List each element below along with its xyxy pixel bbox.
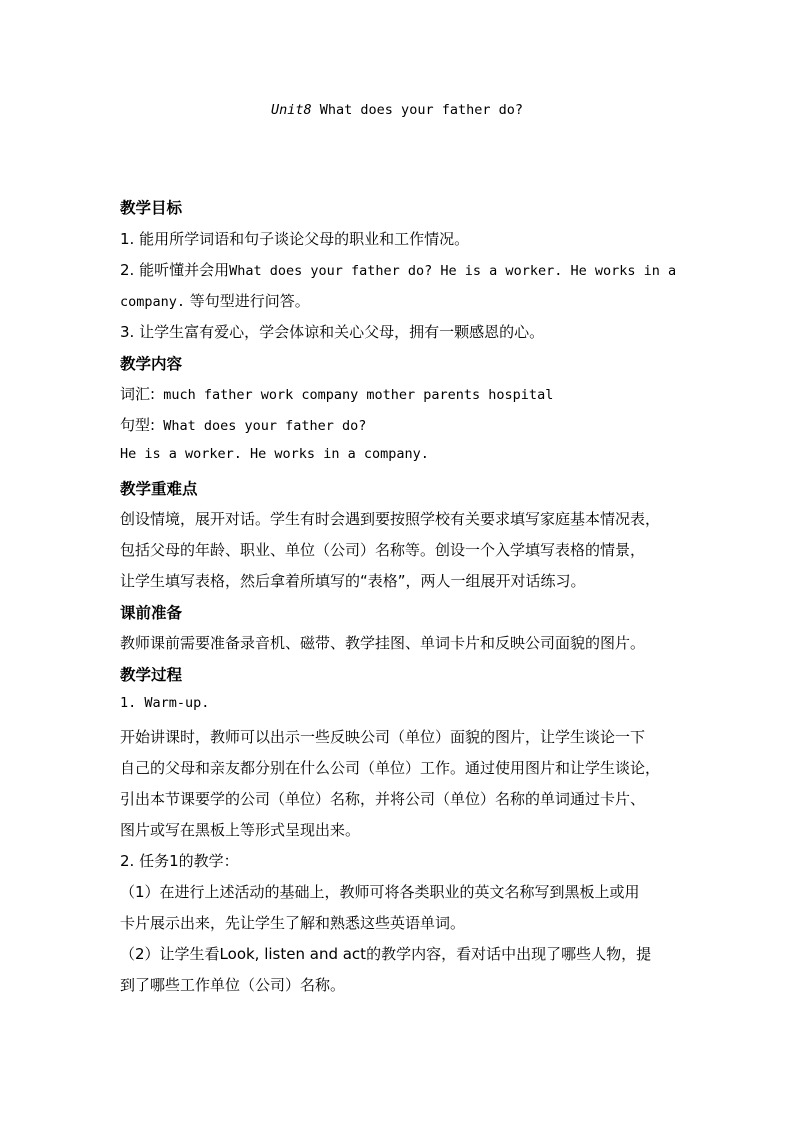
difficulty-line-3: 让学生填写表格，然后拿着所填写的“表格”，两人一组展开对话练习。 [120, 572, 586, 590]
step-2-line-a1: （1）在进行上述活动的基础上，教师可将各类职业的英文名称写到黑板上或用 [120, 883, 640, 901]
goal-2b-en: company. [120, 294, 186, 310]
vocab-label: 词汇: [120, 385, 156, 403]
prep-line-1: 教师课前需要准备录音机、磁带、教学挂图、单词卡片和反映公司面貌的图片。 [120, 634, 646, 652]
step-1-label: 1. Warm-up. [120, 695, 210, 711]
difficulty-line-1: 创设情境，展开对话。学生有时会遇到要按照学校有关要求填写家庭基本情况表， [120, 510, 661, 528]
vocab-words: much father work company mother parents hospital [155, 387, 554, 403]
step-2-b1-cn2: 的教学内容，看对话中出现了哪些人物，提 [366, 945, 652, 963]
goals-heading: 教学目标 [120, 199, 183, 217]
title-question: What does your father do? [311, 102, 523, 118]
pattern-1: What does your father do? [155, 418, 367, 434]
step-1-line-b: 自己的父母和亲友都分别在什么公司（单位）工作。通过使用图片和让学生谈论， [120, 759, 661, 777]
vocab-line [120, 383, 553, 404]
difficulty-line-2: 包括父母的年龄、职业、单位（公司）名称等。创设一个入学填写表格的情景， [120, 541, 646, 559]
prep-heading: 课前准备 [120, 604, 183, 622]
title-unit: Unit8 [271, 102, 312, 118]
pattern-label: 句型: [120, 416, 156, 434]
goal-2-continued [120, 290, 310, 311]
step-2-b1-en: Look, listen and act [219, 945, 367, 963]
step-2-line-a2: 卡片展示出来，先让学生了解和熟悉这些英语单词。 [120, 914, 466, 932]
goal-3: 3. 让学生富有爱心，学会体谅和关心父母，拥有一颗感恩的心。 [120, 323, 545, 341]
step-2-line-b2: 到了哪些工作单位（公司）名称。 [120, 976, 346, 994]
content-heading: 教学内容 [120, 355, 183, 373]
step-1-line-d: 图片或写在黑板上等形式呈现出来。 [120, 821, 361, 839]
goal-2 [120, 259, 676, 280]
step-2-b1-cn: （2）让学生看 [120, 945, 220, 963]
step-1-line-a: 开始讲课时，教师可以出示一些反映公司（单位）面貌的图片，让学生谈论一下 [120, 728, 646, 746]
document-title [0, 102, 794, 118]
pattern-line [120, 414, 366, 435]
goal-1: 1. 能用所学词语和句子谈论父母的职业和工作情况。 [120, 230, 470, 248]
difficulty-heading: 教学重难点 [120, 480, 198, 498]
step-1-line-c: 引出本节课要学的公司（单位）名称，并将公司（单位）名称的单词通过卡片、 [120, 790, 646, 808]
goal-2-en: What does your father do? He is a worker. He works in a [229, 263, 677, 279]
step-2-label: 2. 任务1的教学： [120, 852, 239, 870]
step-2-line-b1 [120, 943, 651, 964]
process-heading: 教学过程 [120, 666, 183, 684]
goal-2-cn: 2. 能听懂并会用 [120, 261, 230, 279]
goal-2b-cn: 等句型进行问答。 [185, 292, 310, 310]
pattern-2: He is a worker. He works in a company. [120, 446, 429, 462]
